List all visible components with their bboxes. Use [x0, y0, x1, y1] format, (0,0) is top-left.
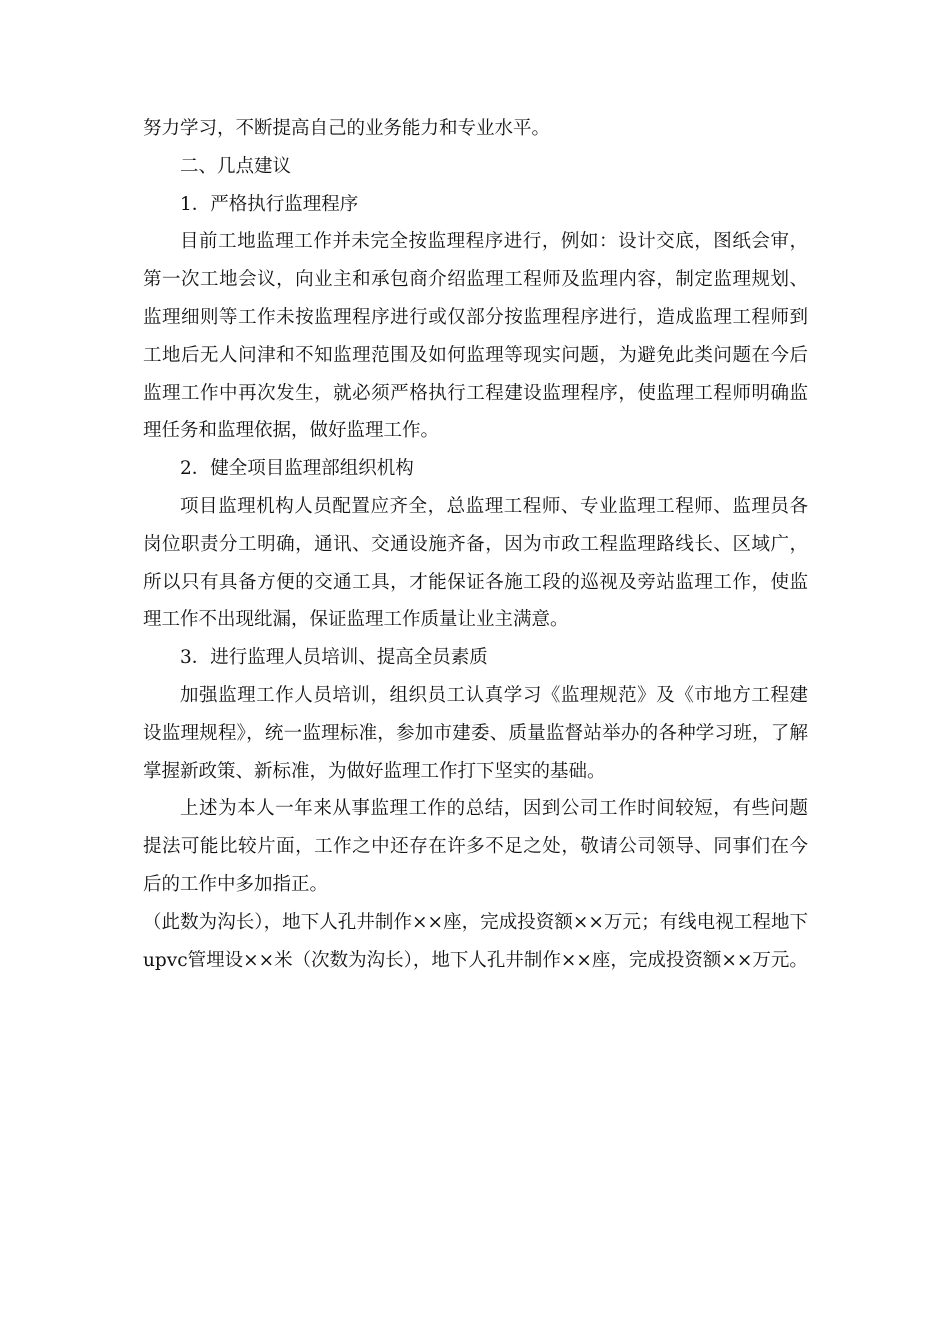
subheading-2: 2．健全项目监理部组织机构	[180, 458, 414, 480]
paragraph-summary: 上述为本人一年来从事监理工作的总结，因到公司工作时间较短，有些问题提法可能比较片面，工作之中还存在许多不足之处，敬请公司领导、同事们在今后的工作中多加指正。	[143, 798, 808, 895]
section-heading-suggestions: 二、几点建议	[180, 155, 292, 177]
document-body	[143, 110, 808, 979]
subheading-3: 3．进行监理人员培训、提高全员素质	[180, 647, 488, 669]
paragraph-training: 加强监理工作人员培训，组织员工认真学习《监理规范》及《市地方工程建设监理规程》，统一监理标准，参加市建委、质量监督站举办的各种学习班，了解掌握新政策、新标准，为做好监理工作打下坚实的基础。	[143, 684, 808, 782]
paragraph-procedure: 目前工地监理工作并未完全按监理程序进行，例如：设计交底，图纸会审，第一次工地会议，向业主和承包商介绍监理工程师及监理内容，制定监理规划、监理细则等工作未按监理程序进行或仅部分按监理程序进行，造成监理工程师到工地后无人问津和不知监理范围及如何监理等现实问题，为避免此类问题在今后监理工作中再次发生，就必须严格执行工程建设监理程序，使监理工程师明确监理任务和监理依据，做好监理工作。	[143, 231, 808, 442]
paragraph-continuation: 努力学习，不断提高自己的业务能力和专业水平。	[143, 118, 551, 139]
paragraph-fragment: （此数为沟长），地下人孔井制作××座，完成投资额××万元；有线电视工程地下upvc管埋设××米（次数为沟长），地下人孔井制作××座，完成投资额××万元。	[143, 911, 808, 971]
paragraph-organization: 项目监理机构人员配置应齐全，总监理工程师、专业监理工程师、监理员各岗位职责分工明确，通讯、交通设施齐备，因为市政工程监理路线长、区域广，所以只有具备方便的交通工具，才能保证各施工段的巡视及旁站监理工作，使监理工作不出现纰漏，保证监理工作质量让业主满意。	[143, 495, 808, 631]
subheading-1: 1．严格执行监理程序	[180, 193, 359, 215]
